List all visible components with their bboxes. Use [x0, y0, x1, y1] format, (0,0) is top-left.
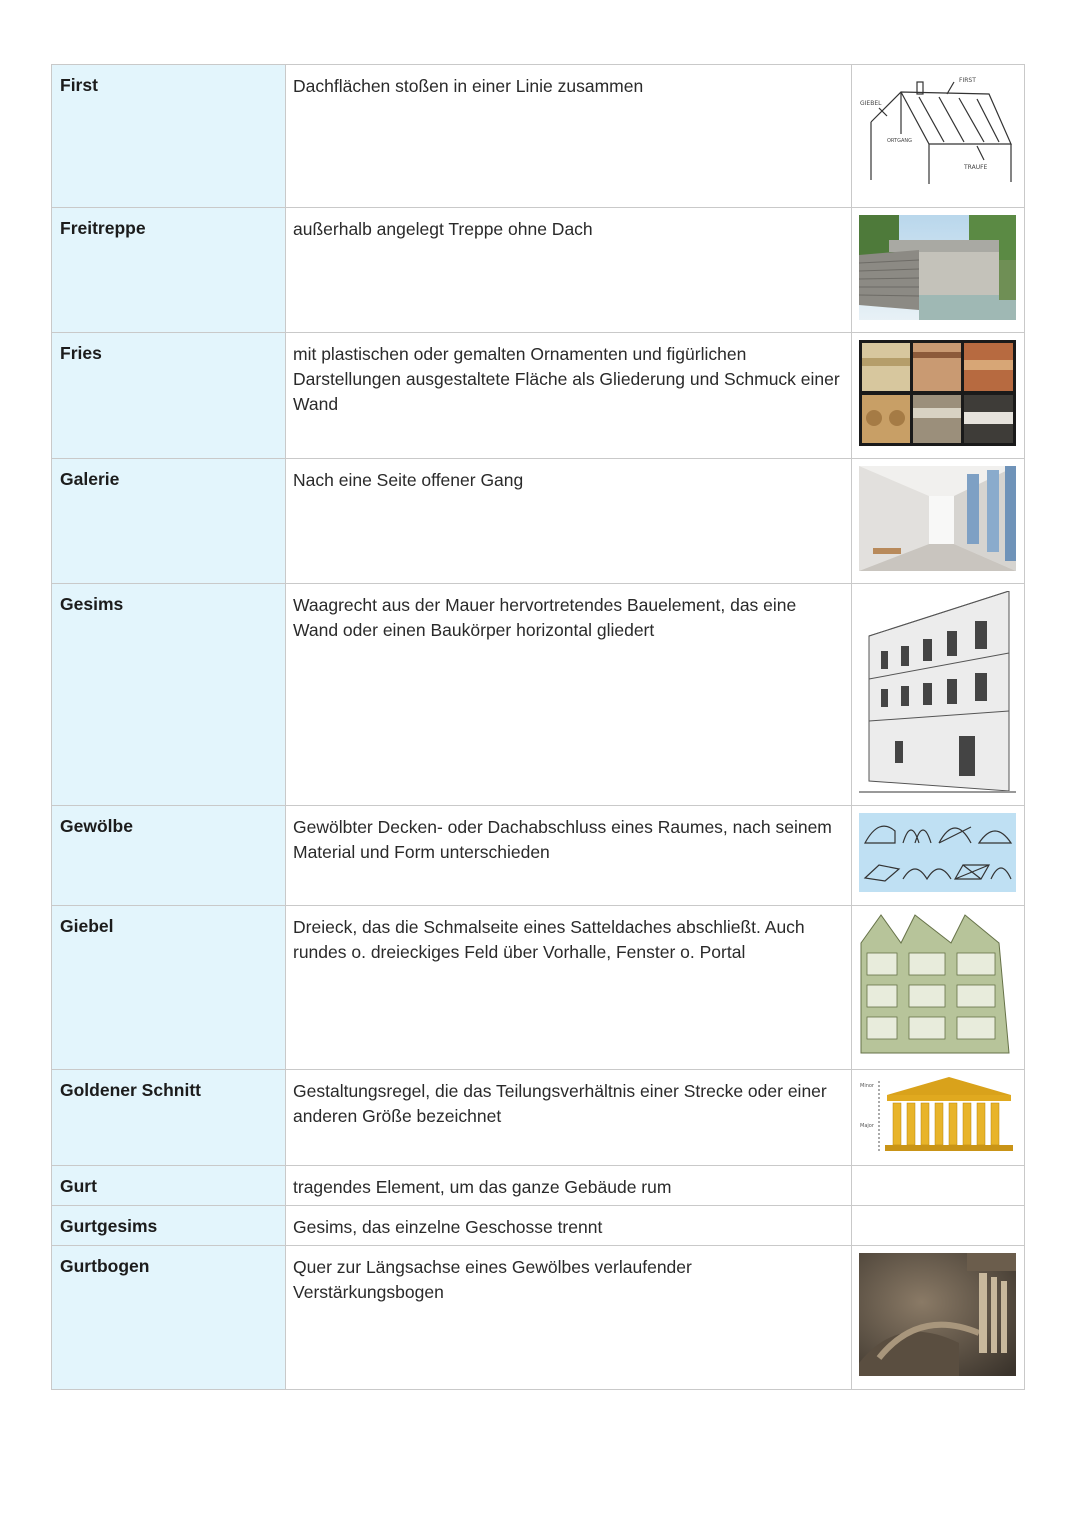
table-row: [52, 806, 1025, 906]
sketch-label-first: FIRST: [959, 77, 976, 84]
vault-types-diagram: [859, 813, 1016, 892]
term-cell: [52, 333, 286, 459]
image-cell: [852, 208, 1025, 333]
image-cell: [852, 65, 1025, 208]
definition-text: außerhalb angelegt Treppe ohne Dach: [293, 219, 593, 239]
definition-cell: [286, 1206, 852, 1246]
gabled-facade-drawing: [859, 913, 1016, 1057]
definition-text: Gesims, das einzelne Geschosse trennt: [293, 1217, 603, 1237]
definition-text: tragendes Element, um das ganze Gebäude rum: [293, 1177, 672, 1197]
diagram-label-major: Major: [860, 1123, 874, 1129]
term-label: Giebel: [60, 916, 114, 936]
table-row: [52, 1166, 1025, 1206]
term-label: Fries: [60, 343, 102, 363]
definition-cell: [286, 906, 852, 1070]
term-cell: [52, 1166, 286, 1206]
definition-text: Nach eine Seite offener Gang: [293, 470, 524, 490]
term-label: Gesims: [60, 594, 124, 614]
term-label: Gurtgesims: [60, 1216, 158, 1236]
image-cell: [852, 1246, 1025, 1390]
sketch-label-ortgang: ORTGANG: [887, 138, 913, 144]
transverse-arch-photo: [859, 1253, 1016, 1376]
table-row: [52, 906, 1025, 1070]
definition-text: Gewölbter Decken- oder Dachabschluss eines Raumes, nach seinem Material und Form unterschieden: [293, 817, 832, 862]
term-label: Gurtbogen: [60, 1256, 150, 1276]
outdoor-staircase-photo: [859, 215, 1016, 320]
frieze-collage-photo: [859, 340, 1016, 446]
golden-temple-diagram: [859, 1075, 1016, 1155]
term-cell: [52, 459, 286, 584]
table-row: [52, 584, 1025, 806]
definition-cell: [286, 1070, 852, 1166]
definition-cell: [286, 65, 852, 208]
term-cell: [52, 208, 286, 333]
image-cell: [852, 459, 1025, 584]
definition-text: Gestaltungsregel, die das Teilungsverhältnis einer Strecke oder einer anderen Größe bezeichnet: [293, 1081, 827, 1126]
glossary-table: [51, 64, 1025, 1390]
gallery-corridor-photo: [859, 466, 1016, 571]
image-cell: [852, 1070, 1025, 1166]
definition-cell: [286, 459, 852, 584]
table-row: [52, 65, 1025, 208]
term-cell: [52, 1206, 286, 1246]
term-cell: [52, 906, 286, 1070]
table-row: [52, 459, 1025, 584]
image-cell: [852, 906, 1025, 1070]
definition-cell: [286, 333, 852, 459]
definition-text: Dachflächen stoßen in einer Linie zusammen: [293, 76, 644, 96]
image-cell: [852, 1206, 1025, 1246]
diagram-label-minor: Minor: [860, 1083, 874, 1089]
term-cell: [52, 65, 286, 208]
definition-cell: [286, 584, 852, 806]
term-label: Freitreppe: [60, 218, 146, 238]
term-cell: [52, 584, 286, 806]
term-label: Gewölbe: [60, 816, 133, 836]
table-row: [52, 1070, 1025, 1166]
image-cell: [852, 1166, 1025, 1206]
roof-ridge-sketch: [859, 72, 1016, 194]
definition-text: Quer zur Längsachse eines Gewölbes verlaufender Verstärkungsbogen: [293, 1257, 692, 1302]
definition-text: Waagrecht aus der Mauer hervortretendes Bauelement, das eine Wand oder einen Baukörper horizontal gliedert: [293, 595, 797, 640]
definition-cell: [286, 806, 852, 906]
definition-cell: [286, 208, 852, 333]
term-label: First: [60, 75, 98, 95]
table-row: [52, 333, 1025, 459]
table-row: [52, 1206, 1025, 1246]
definition-text: Dreieck, das die Schmalseite eines Satteldaches abschließt. Auch rundes o. dreieckiges Feld über Vorhalle, Fenster o. Portal: [293, 917, 805, 962]
table-row: [52, 1246, 1025, 1390]
term-label: Galerie: [60, 469, 120, 489]
term-cell: [52, 1246, 286, 1390]
image-cell: [852, 584, 1025, 806]
sketch-label-giebel: GIEBEL: [860, 100, 882, 107]
term-label: Goldener Schnitt: [60, 1080, 201, 1100]
palazzo-facade-drawing: [859, 591, 1016, 793]
term-cell: [52, 806, 286, 906]
term-cell: [52, 1070, 286, 1166]
sketch-label-traufe: TRAUFE: [964, 164, 988, 171]
definition-cell: [286, 1246, 852, 1390]
image-cell: [852, 806, 1025, 906]
table-row: [52, 208, 1025, 333]
image-cell: [852, 333, 1025, 459]
definition-cell: [286, 1166, 852, 1206]
term-label: Gurt: [60, 1176, 97, 1196]
definition-text: mit plastischen oder gemalten Ornamenten und figürlichen Darstellungen ausgestaltete Fläche als Gliederung und Schmuck einer Wand: [293, 344, 840, 414]
